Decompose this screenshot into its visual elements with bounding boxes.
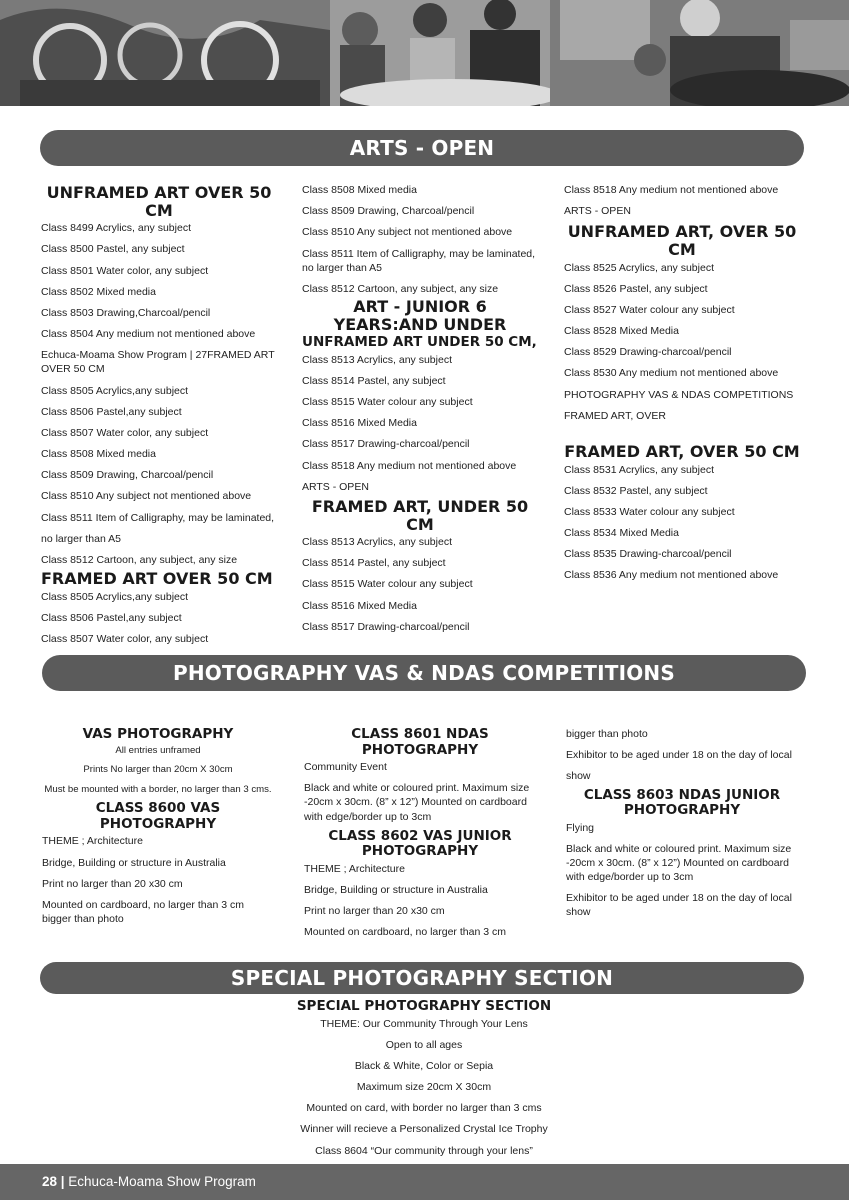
class-list bbox=[566, 821, 798, 920]
heading-class-8603: CLASS 8603 NDAS JUNIOR PHOTOGRAPHY bbox=[583, 786, 781, 819]
class-item: Class 8509 Drawing, Charcoal/pencil bbox=[41, 469, 214, 482]
class-item: Class 8516 Mixed Media bbox=[302, 599, 417, 612]
arts-column-3 bbox=[564, 183, 800, 590]
photo-column-2 bbox=[304, 727, 536, 946]
class-item: Class 8507 Water color, any subject bbox=[41, 426, 209, 439]
class-list bbox=[566, 727, 798, 784]
class-item: Exhibitor to be aged under 18 on the day of local show bbox=[566, 892, 792, 919]
class-list bbox=[302, 183, 538, 296]
class-list bbox=[42, 834, 274, 926]
class-item: Class 8532 Pastel, any subject bbox=[564, 484, 708, 497]
class-item: Class 8604 “Our community through your lens” bbox=[315, 1144, 533, 1157]
class-item: Community Event bbox=[304, 761, 387, 774]
class-item: Class 8507 Water color, any subject bbox=[41, 633, 209, 646]
class-item: Class 8528 Mixed Media bbox=[564, 325, 679, 338]
class-item: THEME: Our Community Through Your Lens bbox=[320, 1017, 528, 1030]
class-item: Flying bbox=[566, 821, 595, 834]
class-item: Print no larger than 20 x30 cm bbox=[304, 905, 445, 918]
photo-column-3 bbox=[566, 727, 798, 927]
class-item: All entries unframed bbox=[115, 744, 201, 756]
class-item: Class 8505 Acrylics,any subject bbox=[41, 590, 189, 603]
class-item: Class 8513 Acrylics, any subject bbox=[302, 536, 452, 549]
class-item: Class 8534 Mixed Media bbox=[564, 527, 679, 540]
class-item: show bbox=[566, 770, 591, 783]
page-footer bbox=[0, 1164, 849, 1200]
class-list bbox=[304, 862, 536, 940]
class-item: Class 8514 Pastel, any subject bbox=[302, 374, 446, 387]
class-list bbox=[304, 760, 536, 824]
class-item: Class 8535 Drawing-charcoal/pencil bbox=[564, 548, 732, 561]
class-item: PHOTOGRAPHY VAS & NDAS COMPETITIONS bbox=[564, 388, 794, 401]
class-item: THEME ; Architecture bbox=[42, 835, 143, 848]
class-item: bigger than photo bbox=[566, 728, 648, 740]
class-item: Class 8511 Item of Calligraphy, may be laminated, no larger than A5 bbox=[302, 247, 536, 274]
class-item: Mounted on cardboard, no larger than 3 cm bigger than photo bbox=[42, 898, 244, 926]
heading-vas-photography: VAS PHOTOGRAPHY bbox=[82, 726, 234, 742]
class-list bbox=[564, 183, 800, 218]
class-item: Class 8515 Water colour any subject bbox=[302, 578, 473, 591]
class-item: Class 8512 Cartoon, any subject, any size bbox=[302, 282, 499, 295]
class-item: Class 8506 Pastel,any subject bbox=[41, 405, 182, 418]
class-item: Class 8503 Drawing,Charcoal/pencil bbox=[41, 306, 211, 319]
class-item: Class 8513 Acrylics, any subject bbox=[302, 353, 452, 366]
class-item: Class 8527 Water colour any subject bbox=[564, 303, 735, 316]
class-item: Class 8515 Water colour any subject bbox=[302, 396, 473, 409]
arts-column-1 bbox=[41, 184, 277, 653]
class-item: Class 8509 Drawing, Charcoal/pencil bbox=[302, 205, 475, 218]
class-item: no larger than A5 bbox=[41, 532, 121, 545]
heading-class-8602: CLASS 8602 VAS JUNIOR PHOTOGRAPHY bbox=[328, 827, 512, 860]
section-bar-arts-open: ARTS - OPEN bbox=[40, 130, 804, 166]
header-photo-banner bbox=[0, 0, 849, 106]
class-item: Class 8502 Mixed media bbox=[41, 285, 156, 298]
class-item: Class 8510 Any subject not mentioned above bbox=[302, 226, 513, 239]
class-item: Class 8500 Pastel, any subject bbox=[41, 243, 185, 256]
class-item: Class 8531 Acrylics, any subject bbox=[564, 463, 714, 476]
class-item: Class 8508 Mixed media bbox=[302, 184, 417, 196]
class-list bbox=[41, 590, 277, 647]
heading-art-junior-6-years: ART - JUNIOR 6 YEARS:AND UNDER bbox=[333, 297, 507, 334]
arts-column-2 bbox=[302, 183, 538, 641]
class-item: Print no larger than 20 x30 cm bbox=[42, 877, 183, 890]
class-item: Class 8533 Water colour any subject bbox=[564, 505, 735, 518]
class-item: Class 8517 Drawing-charcoal/pencil bbox=[302, 438, 470, 451]
class-item: Bridge, Building or structure in Australia bbox=[42, 856, 226, 869]
heading-special-photography: SPECIAL PHOTOGRAPHY SECTION bbox=[296, 998, 552, 1014]
class-item: Black & White, Color or Sepia bbox=[354, 1059, 494, 1072]
page-number: 28 | bbox=[42, 1174, 69, 1189]
class-item: Class 8518 Any medium not mentioned above bbox=[564, 184, 779, 196]
class-item: Class 8508 Mixed media bbox=[41, 448, 156, 461]
class-item: Class 8504 Any medium not mentioned above bbox=[41, 328, 256, 341]
class-item: Class 8510 Any subject not mentioned above bbox=[41, 490, 252, 503]
class-item: Mounted on cardboard, no larger than 3 cm bbox=[304, 926, 506, 939]
class-item: Class 8529 Drawing-charcoal/pencil bbox=[564, 346, 732, 359]
class-item: Class 8525 Acrylics, any subject bbox=[564, 261, 714, 274]
class-list bbox=[302, 535, 538, 634]
class-item: Class 8517 Drawing-charcoal/pencil bbox=[302, 620, 470, 633]
class-item: Echuca-Moama Show Program | 27FRAMED ART OVER 50 CM bbox=[41, 349, 275, 376]
class-item: Class 8512 Cartoon, any subject, any size bbox=[41, 553, 238, 566]
class-list bbox=[564, 463, 800, 583]
heading-unframed-art-under-50cm: UNFRAMED ART UNDER 50 CM, bbox=[302, 334, 537, 351]
class-item: THEME ; Architecture bbox=[304, 862, 405, 875]
heading-framed-art-under-50cm: FRAMED ART, UNDER 50 CM bbox=[311, 496, 529, 534]
class-list bbox=[41, 221, 277, 567]
special-photography-block bbox=[224, 999, 624, 1165]
class-item: Class 8518 Any medium not mentioned above bbox=[302, 459, 517, 472]
class-item: Class 8526 Pastel, any subject bbox=[564, 282, 708, 295]
class-item: Prints No larger than 20cm X 30cm bbox=[83, 764, 233, 776]
heading-class-8601: CLASS 8601 NDAS PHOTOGRAPHY bbox=[351, 726, 489, 758]
class-item: Class 8499 Acrylics, any subject bbox=[41, 222, 191, 235]
heading-class-8600: CLASS 8600 VAS PHOTOGRAPHY bbox=[95, 800, 221, 832]
heading-framed-art-over-50cm: FRAMED ART OVER 50 CM bbox=[41, 569, 273, 589]
class-item: Class 8511 Item of Calligraphy, may be laminated, bbox=[41, 511, 275, 524]
class-item: Class 8505 Acrylics,any subject bbox=[41, 384, 189, 397]
class-item: Class 8506 Pastel,any subject bbox=[41, 611, 182, 624]
class-item: Class 8536 Any medium not mentioned above bbox=[564, 569, 779, 582]
heading-unframed-art-over-50cm-2: UNFRAMED ART, OVER 50 CM bbox=[567, 222, 797, 259]
class-list bbox=[42, 745, 274, 798]
class-item: Class 8514 Pastel, any subject bbox=[302, 557, 446, 570]
section-bar-photography: PHOTOGRAPHY VAS & NDAS COMPETITIONS bbox=[42, 655, 806, 691]
section-bar-special-photography: SPECIAL PHOTOGRAPHY SECTION bbox=[40, 962, 804, 994]
class-item: ARTS - OPEN bbox=[302, 480, 369, 493]
class-item: Black and white or coloured print. Maximum size -20cm x 30cm. (8” x 12”) Mounted on cardboard with edge/border up to 3cm bbox=[566, 842, 792, 884]
class-item: Class 8516 Mixed Media bbox=[302, 417, 417, 430]
class-item: Class 8530 Any medium not mentioned above bbox=[564, 367, 779, 380]
class-item: Exhibitor to be aged under 18 on the day of local bbox=[566, 749, 792, 762]
class-item: Mounted on card, with border no larger than 3 cms bbox=[306, 1102, 542, 1115]
photo-column-1 bbox=[42, 727, 274, 933]
class-list bbox=[564, 261, 800, 423]
banner-photo bbox=[0, 0, 849, 106]
class-item: Bridge, Building or structure in Australia bbox=[304, 883, 488, 896]
class-item: Class 8501 Water color, any subject bbox=[41, 264, 209, 277]
class-item: FRAMED ART, OVER bbox=[564, 409, 666, 422]
class-item: Maximum size 20cm X 30cm bbox=[356, 1081, 492, 1094]
class-item: Open to all ages bbox=[385, 1038, 463, 1051]
class-item: ARTS - OPEN bbox=[564, 205, 631, 218]
class-list bbox=[224, 1017, 624, 1158]
heading-unframed-art-over-50cm: UNFRAMED ART OVER 50 CM bbox=[46, 183, 272, 220]
class-item: Black and white or coloured print. Maximum size -20cm x 30cm. (8” x 12”) Mounted on cardboard with edge/border up to 3cm bbox=[304, 782, 530, 823]
class-list bbox=[302, 353, 538, 494]
class-item: Must be mounted with a border, no larger than 3 cms. bbox=[44, 784, 272, 796]
heading-framed-art-over-50cm-2: FRAMED ART, OVER 50 CM bbox=[564, 441, 800, 461]
class-item: Winner will recieve a Personalized Crystal Ice Trophy bbox=[300, 1123, 548, 1136]
publication-title: Echuca-Moama Show Program bbox=[68, 1174, 256, 1189]
